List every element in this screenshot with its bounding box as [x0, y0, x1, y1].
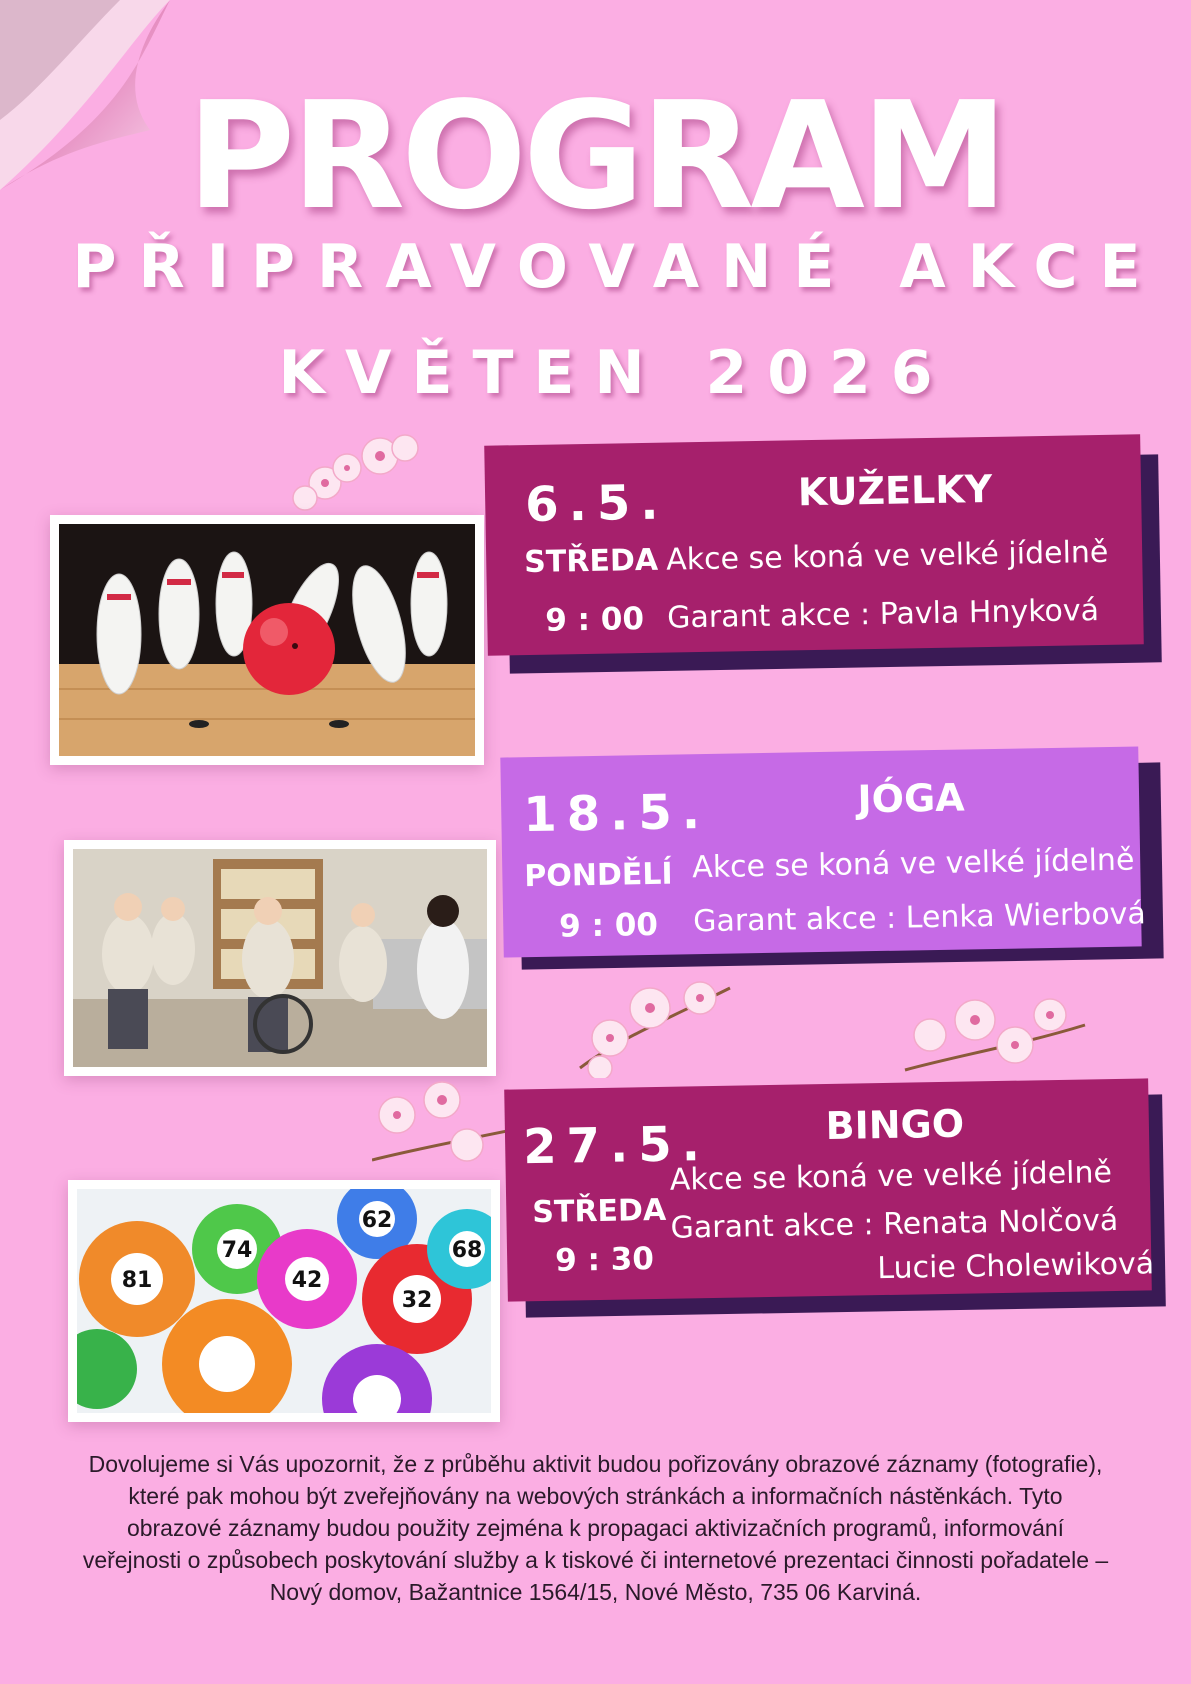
event-name: JÓGA — [857, 775, 965, 822]
cherry-blossom-icon — [900, 975, 1090, 1085]
poster-month: KVĚTEN 2026 — [278, 338, 953, 408]
event-date: 18.5. — [522, 783, 711, 844]
event-garant: Garant akce : Renata Nolčová — [670, 1202, 1119, 1246]
notice-line: obrazové záznamy budou použity zejména k propagaci aktivizačních programů, informování — [126, 1515, 1065, 1541]
event-time: 9 : 00 — [558, 906, 659, 945]
poster-subtitle: PŘIPRAVOVANÉ AKCE — [72, 232, 1163, 302]
event-location: Akce se koná ve velké jídelně — [665, 534, 1109, 578]
event-date: 6.5. — [524, 474, 669, 534]
bowling-photo — [50, 515, 484, 765]
event-time: 9 : 00 — [544, 600, 645, 639]
cherry-blossom-icon — [372, 1070, 512, 1180]
event-day: STŘEDA — [532, 1192, 667, 1231]
bingo-balls-photo — [68, 1180, 500, 1422]
event-day: PONDĚLÍ — [524, 856, 673, 895]
svg-text:68: 68 — [451, 1238, 483, 1263]
svg-text:62: 62 — [361, 1208, 393, 1233]
card-body — [504, 1078, 1155, 1301]
photo-consent-notice — [30, 1448, 1161, 1608]
event-garant: Garant akce : Lenka Wierbová — [692, 896, 1147, 940]
event-time: 9 : 30 — [554, 1241, 655, 1279]
seniors-exercise-photo — [64, 840, 496, 1076]
cherry-blossom-icon — [285, 428, 435, 518]
event-location: Akce se koná ve velké jídelně — [691, 842, 1135, 886]
svg-text:32: 32 — [401, 1288, 433, 1313]
notice-line: které pak mohou být zveřejňovány na webových stránkách a informačních nástěnkách. Tyto — [128, 1483, 1063, 1509]
event-garant-second: Lucie Cholewiková — [877, 1246, 1155, 1287]
svg-text:74: 74 — [221, 1238, 253, 1263]
svg-text:42: 42 — [291, 1268, 323, 1293]
event-day: STŘEDA — [523, 542, 659, 581]
poster-title: PROGRAM — [186, 70, 1005, 242]
cherry-blossom-icon — [570, 968, 740, 1078]
notice-line: veřejnosti o způsobech poskytování služby a k tiskové či internetové prezentaci činnosti pořadatele – — [82, 1547, 1109, 1573]
notice-line: Dovolujeme si Vás upozornit, že z průběhu aktivit budou pořizovány obrazové záznamy (fotografie), — [88, 1451, 1103, 1477]
card-body — [484, 434, 1144, 655]
svg-text:81: 81 — [121, 1268, 153, 1293]
event-name: KUŽELKY — [797, 466, 993, 515]
event-date: 27.5. — [522, 1116, 711, 1176]
card-body — [500, 746, 1147, 957]
notice-line: Nový domov, Bažantnice 1564/15, Nové Město, 735 06 Karviná. — [269, 1579, 922, 1605]
event-location: Akce se koná ve velké jídelně — [669, 1155, 1113, 1198]
event-name: BINGO — [825, 1101, 965, 1149]
event-garant: Garant akce : Pavla Hnyková — [666, 593, 1100, 636]
